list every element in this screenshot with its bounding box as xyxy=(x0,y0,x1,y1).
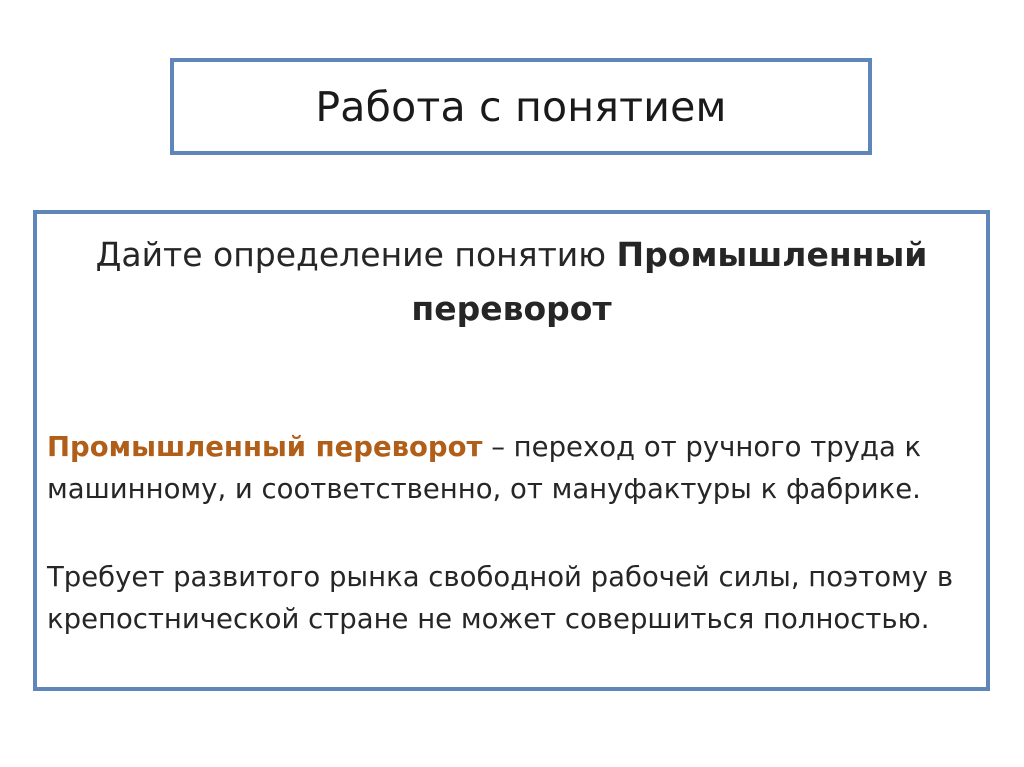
definition-term: Промышленный переворот xyxy=(47,431,483,463)
task-prompt-line2 xyxy=(37,282,986,336)
content-box xyxy=(33,210,990,691)
task-prompt-text: Дайте определение понятию xyxy=(95,235,617,274)
task-prompt xyxy=(37,228,986,282)
definition-paragraph xyxy=(47,426,974,510)
task-term-second: переворот xyxy=(411,289,612,328)
task-term-first: Промышленный xyxy=(616,235,928,274)
definition-text: – переход от ручного труда к машинному, и соответственно, от мануфактуры к фабрике. xyxy=(47,431,922,505)
title-box xyxy=(170,58,872,155)
slide-title: Работа с понятием xyxy=(315,82,727,131)
definition-note: Требует развитого рынка свободной рабочей силы, поэтому в крепостнической стране не может совершиться полностью. xyxy=(47,561,954,635)
